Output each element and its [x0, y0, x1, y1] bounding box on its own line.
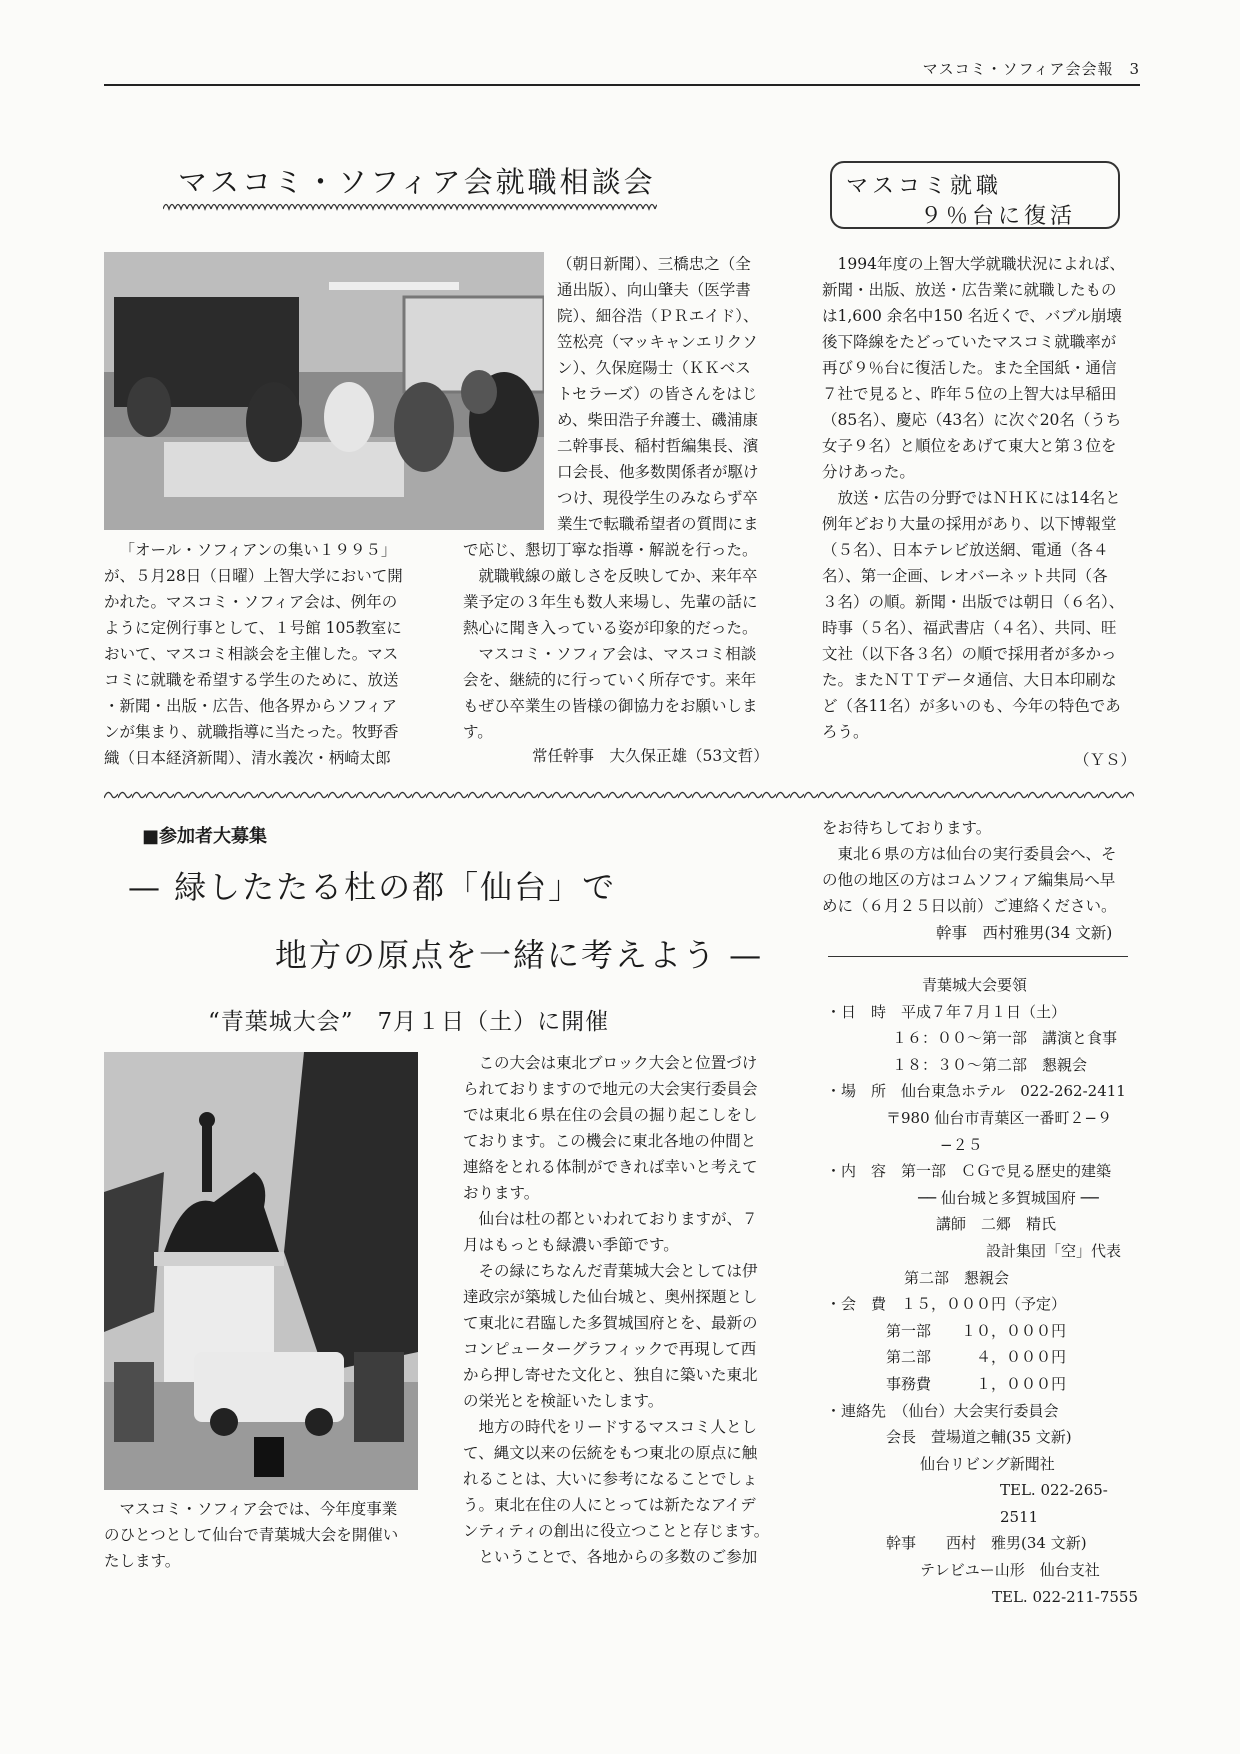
box-line-1: マスコミ就職 [846, 174, 1003, 199]
outline-contact: ・連絡先 （仙台）大会実行委員会 [826, 1401, 1059, 1420]
outline-time-2: １８：３０〜第二部 懇親会 [892, 1055, 1088, 1074]
box-line-2: ９％台に復活 [920, 204, 1077, 229]
outline-address-2: −２５ [940, 1135, 983, 1154]
article2-body: 1994年度の上智大学就職状況によれば、 新聞・出版、放送・広告業に就職したもの は1,600 余名中150 名近くで、バブル崩壊 後下降線をたどっていたマスコミ就職率が 再び９％台に復活した。また全国紙・通信 ７社で見ると、昨年５位の上智大は早稲田 （85名）、慶応（43名）に次ぐ20名（うち 女子９名）と順位をあげて東大と第３位を 分けあった。 放送・広告の分野ではＮＨＫには14名と 例年どおり大量の採用があり、以下博報堂 （５名）、日本テレビ放送網、電通（各４ 名）、第一企画、レオバーネット共同（各 ３名）の順。新聞・出版では朝日（６名）、 時事（５名）、福武書店（４名）、共同、旺 文社（以下各３名）の順で採用者が多かっ た。またＮＴＴデータ通信、大日本印刷な ど（各11名）が多いのも、今年の特色であ ろう。 [822, 255, 1125, 741]
article1-signature: 常任幹事 大久保正雄（53文哲） [532, 747, 769, 765]
outline-title: 青葉城大会要領 [922, 976, 1028, 994]
outline-lecturer: 講師 二郷 精氏 [936, 1215, 1057, 1234]
outline-content-sub: ── 仙台城と多賀城国府 ── [918, 1188, 1099, 1207]
section-label: ■参加者大募集 [142, 826, 268, 847]
outline-time-1: １６：００〜第一部 講演と食事 [892, 1029, 1118, 1048]
outline-contact-chair: 会長 萱場道之輔(35 文新) [886, 1428, 1072, 1447]
page-header: マスコミ・ソフィア会会報 3 [922, 60, 1140, 78]
statue-photo [104, 1052, 418, 1490]
outline-contact-secretary: 幹事 西村 雅男(34 文新) [886, 1534, 1087, 1553]
subheadline: “青葉城大会” 7月１日（土）に開催 [208, 1009, 610, 1035]
article1-column-left: 「オール・ソフィアンの集い１９９５」 が、５月28日（日曜）上智大学において開 かれた。マスコミ・ソフィア会は、例年の ように定例行事として、１号館 105教室に おいて、マスコミ相談会を主催した。マス コミに就職を希望する学生のために、放送 ・新聞・出版・広告、他各界からソフィア ンが集まり、就職指導に当たった。牧野香 織（日本経済新聞）、清水義次・柄崎太郎 [104, 541, 403, 767]
outline-part2: 第二部 懇親会 [904, 1268, 1010, 1287]
outline-contact-tel: TEL. 022-265-2511 [1000, 1481, 1108, 1526]
headline-line-1: — 緑したたる杜の都「仙台」で [128, 868, 617, 906]
outline-fee-3: 事務費 １，０００円 [886, 1374, 1067, 1393]
outline-address: 〒980 仙台市青葉区一番町２−９ [886, 1108, 1112, 1127]
outline-fee: ・会 費 １５，０００円（予定） [826, 1295, 1067, 1314]
article3-column-mid: この大会は東北ブロック大会と位置づけ られておりますので地元の大会実行委員会 では東北６県在住の会員の掘り起こしをし ております。この機会に東北各地の仲間と 連絡をとれる体制ができれば幸いと考えて おります。 仙台は杜の都といわれておりますが、７ 月はもっとも緑濃い季節です。 その緑にちなんだ青葉城大会としては伊 達政宗が築城した仙台城と、奥州探題とし て東北に君臨した多賀城国府とを、最新の コンピューターグラフィックで再現して西 から押し寄せた文化と、独自に築いた東北 の栄光とを検証いたします。 地方の時代をリードするマスコミ人とし て、縄文以来の伝統をもつ東北の原点に触 れることは、大いに参考になることでしょ う。東北在住の人にとっては新たなアイデ ンティティの創出に役立つことと存じます。 ということで、各地からの多数のご参加 [463, 1054, 770, 1566]
photo-caption: マスコミ・ソフィア会では、今年度事業 のひとつとして仙台で青葉城大会を開催い たします。 [104, 1500, 399, 1570]
outline-content: ・内 容 第一部 ＣＧで見る歴史的建築 [826, 1162, 1112, 1181]
outline-contact-org: 仙台リビング新聞社 [920, 1454, 1055, 1473]
decorative-border [163, 200, 657, 212]
event-outline [826, 972, 1142, 1610]
outline-contact-org-2: テレビユー山形 仙台支社 [920, 1561, 1100, 1580]
article3-signature: 幹事 西村雅男(34 文新) [936, 924, 1113, 942]
headline-box [830, 161, 1120, 229]
article2-signature: （ＹＳ） [1074, 751, 1137, 769]
outline-contact-tel-2: TEL. 022-211-7555 [992, 1587, 1139, 1606]
outline-venue: ・場 所 仙台東急ホテル 022-262-2411 [826, 1082, 1126, 1101]
outline-fee-1: 第一部 １０，０００円 [886, 1321, 1067, 1340]
article3-column-right: をお待ちしております。 東北６県の方は仙台の実行委員会へ、そ の他の地区の方はコムソフィア編集局へ早 めに（６月２５日以前）ご連絡ください。 [822, 819, 1117, 915]
outline-date: ・日 時 平成７年７月１日（土） [826, 1002, 1067, 1021]
article1-column-mid: で応じ、懇切丁寧な指導・解説を行った。 就職戦線の厳しさを反映してか、来年卒 業予定の３年生も数人来場し、先輩の話に 熱心に聞き入っている姿が印象的だった。 マスコミ・ソフィア会は、マスコミ相談 会を、継続的に行っていく所存です。来年 もぜひ卒業生の皆様の御協力をお願いしま す。 [463, 541, 758, 741]
article1-column-top: （朝日新聞）、三橋忠之（全 通出版）、向山肇夫（医学書 院）、細谷浩（ＰＲエイド）、 笠松亮（マッキャンエリクソ ン）、久保庭陽士（ＫＫベス トセラーズ）の皆さんをはじ め、柴田浩子弁護士、磯浦康 二幹事長、稲村哲編集長、濱 口会長、他多数関係者が駆け つけ、現役学生のみならず卒 業生で転職希望者の質問にま [557, 255, 759, 533]
headline-line-2: 地方の原点を一緒に考えよう — [275, 936, 764, 974]
outline-lecturer-title: 設計集団「空」代表 [986, 1241, 1122, 1260]
header-rule [104, 84, 1140, 86]
article-title: マスコミ・ソフィア会就職相談会 [178, 165, 656, 199]
section-divider [104, 788, 1134, 802]
outline-fee-2: 第二部 ４，０００円 [886, 1348, 1067, 1367]
consultation-photo [104, 252, 544, 530]
outline-rule [828, 956, 1128, 957]
